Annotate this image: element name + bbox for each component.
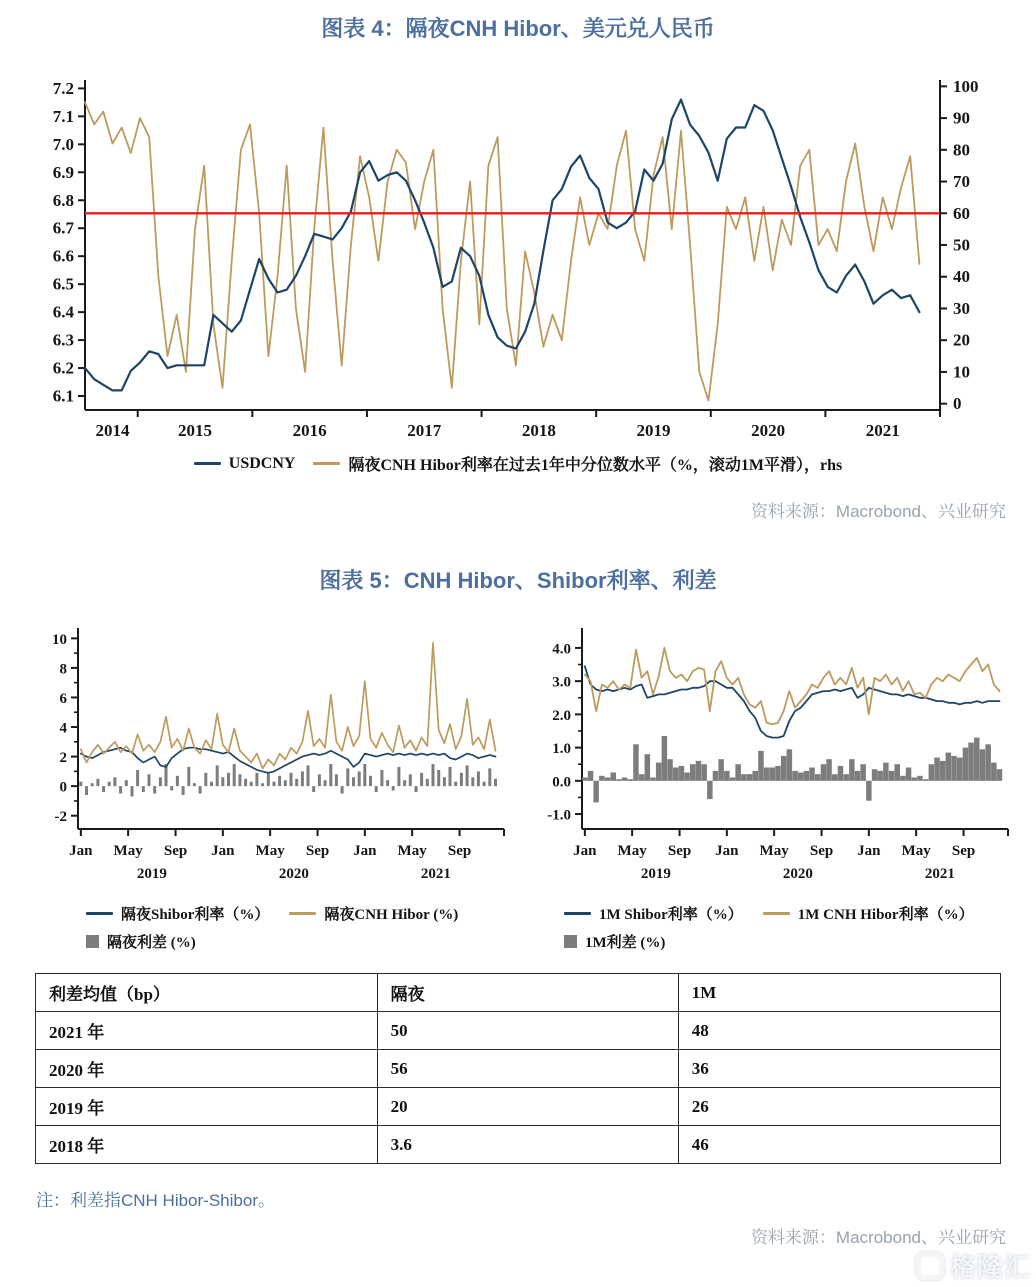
svg-text:20: 20 xyxy=(953,330,970,350)
svg-text:2014: 2014 xyxy=(95,421,130,440)
figure5-legends xyxy=(0,903,1036,959)
spread-table xyxy=(35,973,1001,1164)
svg-text:May: May xyxy=(901,843,931,859)
overnight-spread-legend-label: 隔夜利差 (%) xyxy=(107,935,196,951)
table-cell: 36 xyxy=(678,1050,1000,1088)
legend-item-1m-shibor xyxy=(564,903,743,924)
svg-text:2019: 2019 xyxy=(636,421,671,440)
svg-text:0: 0 xyxy=(953,394,962,414)
table-row xyxy=(36,1088,1001,1126)
svg-text:-2: -2 xyxy=(54,809,67,826)
svg-text:Jan: Jan xyxy=(211,843,235,859)
svg-text:90: 90 xyxy=(953,108,970,128)
svg-text:6.9: 6.9 xyxy=(52,162,74,182)
svg-text:10: 10 xyxy=(52,631,67,648)
1m-shibor-legend-label: 1M Shibor利率（%） xyxy=(599,907,743,923)
svg-text:3.0: 3.0 xyxy=(552,674,571,691)
svg-text:1.0: 1.0 xyxy=(552,741,571,758)
svg-text:6.4: 6.4 xyxy=(52,302,74,322)
table-cell: 56 xyxy=(377,1050,678,1088)
overnight-shibor-line-swatch xyxy=(86,912,113,915)
figure5-left-legend xyxy=(0,903,518,959)
svg-text:Sep: Sep xyxy=(809,843,834,859)
table-row xyxy=(36,1126,1001,1164)
svg-text:6.6: 6.6 xyxy=(52,246,74,266)
svg-text:May: May xyxy=(113,843,143,859)
svg-text:2.0: 2.0 xyxy=(552,707,571,724)
table-cell: 48 xyxy=(678,1012,1000,1050)
gelonghui-watermark-text: 格隆汇 xyxy=(949,1252,1031,1282)
svg-text:70: 70 xyxy=(953,172,970,192)
svg-text:Sep: Sep xyxy=(163,843,188,859)
figure5-left-chart xyxy=(26,614,516,901)
svg-text:8: 8 xyxy=(59,661,67,678)
table-cell: 2021 年 xyxy=(36,1012,378,1050)
figure4-title: 图表 4：隔夜CNH Hibor、美元兑人民币 xyxy=(321,16,715,41)
legend-item-1m-cnh xyxy=(763,903,974,924)
usdcny-legend-label: USDCNY xyxy=(228,454,296,472)
svg-text:4: 4 xyxy=(59,720,67,737)
1m-spread-bar-swatch xyxy=(564,935,577,948)
svg-text:6.3: 6.3 xyxy=(52,330,74,350)
svg-text:10: 10 xyxy=(953,362,970,382)
svg-text:Sep: Sep xyxy=(951,843,976,859)
svg-text:Jan: Jan xyxy=(715,843,739,859)
svg-text:Sep: Sep xyxy=(447,843,472,859)
table-cell: 50 xyxy=(377,1012,678,1050)
figure4-chart xyxy=(0,54,1036,450)
svg-text:Jan: Jan xyxy=(353,843,377,859)
svg-text:Jan: Jan xyxy=(69,843,93,859)
legend-item-overnight-shibor xyxy=(86,903,269,924)
svg-text:May: May xyxy=(617,843,647,859)
svg-text:2018: 2018 xyxy=(521,421,556,440)
legend-item-1m-spread xyxy=(564,931,665,952)
gelonghui-watermark xyxy=(916,1247,1031,1284)
svg-text:60: 60 xyxy=(953,203,970,223)
svg-text:2021: 2021 xyxy=(865,421,900,440)
svg-text:40: 40 xyxy=(953,267,970,287)
table-row xyxy=(36,1012,1001,1050)
svg-text:6: 6 xyxy=(59,690,67,707)
svg-text:2015: 2015 xyxy=(178,421,213,440)
figure5-right-legend xyxy=(518,903,1036,959)
svg-text:6.1: 6.1 xyxy=(52,386,74,406)
svg-text:80: 80 xyxy=(953,140,970,160)
table-cell: 3.6 xyxy=(377,1126,678,1164)
cnh-percentile-line-swatch xyxy=(313,462,340,465)
usdcny-line-swatch xyxy=(194,462,221,465)
svg-text:2019: 2019 xyxy=(640,866,671,882)
svg-text:May: May xyxy=(255,843,285,859)
svg-text:6.2: 6.2 xyxy=(52,358,74,378)
overnight-cnh-legend-label: 隔夜CNH Hibor (%) xyxy=(324,907,459,923)
gelonghui-logo-icon xyxy=(916,1252,944,1280)
legend-item-overnight-spread xyxy=(86,931,196,952)
table-cell: 2019 年 xyxy=(36,1088,378,1126)
svg-text:Sep: Sep xyxy=(667,843,692,859)
table-cell: 2020 年 xyxy=(36,1050,378,1088)
figure5-charts-row xyxy=(26,614,1036,901)
1m-shibor-line-swatch xyxy=(564,912,591,915)
1m-cnh-legend-label: 1M CNH Hibor利率（%） xyxy=(797,907,974,923)
table-cell: 26 xyxy=(678,1088,1000,1126)
note-text: 注：利差指CNH Hibor-Shibor。 xyxy=(36,1191,275,1210)
legend-item-overnight-cnh xyxy=(289,903,458,924)
table-cell: 2018 年 xyxy=(36,1126,378,1164)
page-root xyxy=(0,14,1036,1287)
svg-text:100: 100 xyxy=(953,76,979,96)
svg-text:-1.0: -1.0 xyxy=(547,807,571,824)
table-header-row xyxy=(36,974,1001,1012)
svg-text:30: 30 xyxy=(953,298,970,318)
1m-cnh-line-swatch xyxy=(763,912,790,915)
figure5-right-chart xyxy=(530,614,1020,901)
legend-item-usdcny xyxy=(194,455,296,473)
svg-text:Jan: Jan xyxy=(573,843,597,859)
svg-text:4.0: 4.0 xyxy=(552,641,571,658)
svg-text:2019: 2019 xyxy=(136,866,167,882)
svg-text:2016: 2016 xyxy=(292,421,327,440)
overnight-cnh-line-swatch xyxy=(289,912,316,915)
cnh-percentile-legend-label: 隔夜CNH Hibor利率在过去1年中分位数水平（%，滚动1M平滑），rhs xyxy=(348,457,843,474)
svg-text:6.8: 6.8 xyxy=(52,190,74,210)
svg-text:7.0: 7.0 xyxy=(52,134,74,154)
table-cell: 46 xyxy=(678,1126,1000,1164)
svg-text:May: May xyxy=(397,843,427,859)
svg-text:0: 0 xyxy=(59,779,67,796)
overnight-shibor-legend-label: 隔夜Shibor利率（%） xyxy=(121,907,270,923)
svg-text:2020: 2020 xyxy=(782,866,813,882)
table-header-cell: 隔夜 xyxy=(377,974,678,1012)
svg-text:Jan: Jan xyxy=(857,843,881,859)
figure4-source: 资料来源：Macrobond、兴业研究 xyxy=(750,502,1006,521)
svg-text:2017: 2017 xyxy=(407,421,442,440)
figure5-title: 图表 5：CNH Hibor、Shibor利率、利差 xyxy=(319,568,717,593)
table-header-cell: 利差均值（bp） xyxy=(36,974,378,1012)
svg-text:6.7: 6.7 xyxy=(52,218,74,238)
legend-item-cnh-percentile xyxy=(313,452,842,475)
overnight-spread-bar-swatch xyxy=(86,935,99,948)
table-cell: 20 xyxy=(377,1088,678,1126)
svg-text:7.2: 7.2 xyxy=(52,78,74,98)
1m-spread-legend-label: 1M利差 (%) xyxy=(585,935,666,951)
svg-text:0.0: 0.0 xyxy=(552,774,571,791)
svg-text:Sep: Sep xyxy=(305,843,330,859)
svg-text:2020: 2020 xyxy=(751,421,786,440)
svg-text:May: May xyxy=(759,843,789,859)
svg-text:6.5: 6.5 xyxy=(52,274,74,294)
table-header-cell: 1M xyxy=(678,974,1000,1012)
svg-text:7.1: 7.1 xyxy=(52,106,74,126)
svg-text:2021: 2021 xyxy=(924,866,955,882)
svg-text:2021: 2021 xyxy=(420,866,451,882)
bottom-source: 资料来源：Macrobond、兴业研究 xyxy=(750,1228,1006,1247)
figure4-legend xyxy=(0,452,1036,475)
svg-text:2020: 2020 xyxy=(278,866,309,882)
svg-text:2: 2 xyxy=(59,750,67,767)
svg-text:50: 50 xyxy=(953,235,970,255)
table-row xyxy=(36,1050,1001,1088)
